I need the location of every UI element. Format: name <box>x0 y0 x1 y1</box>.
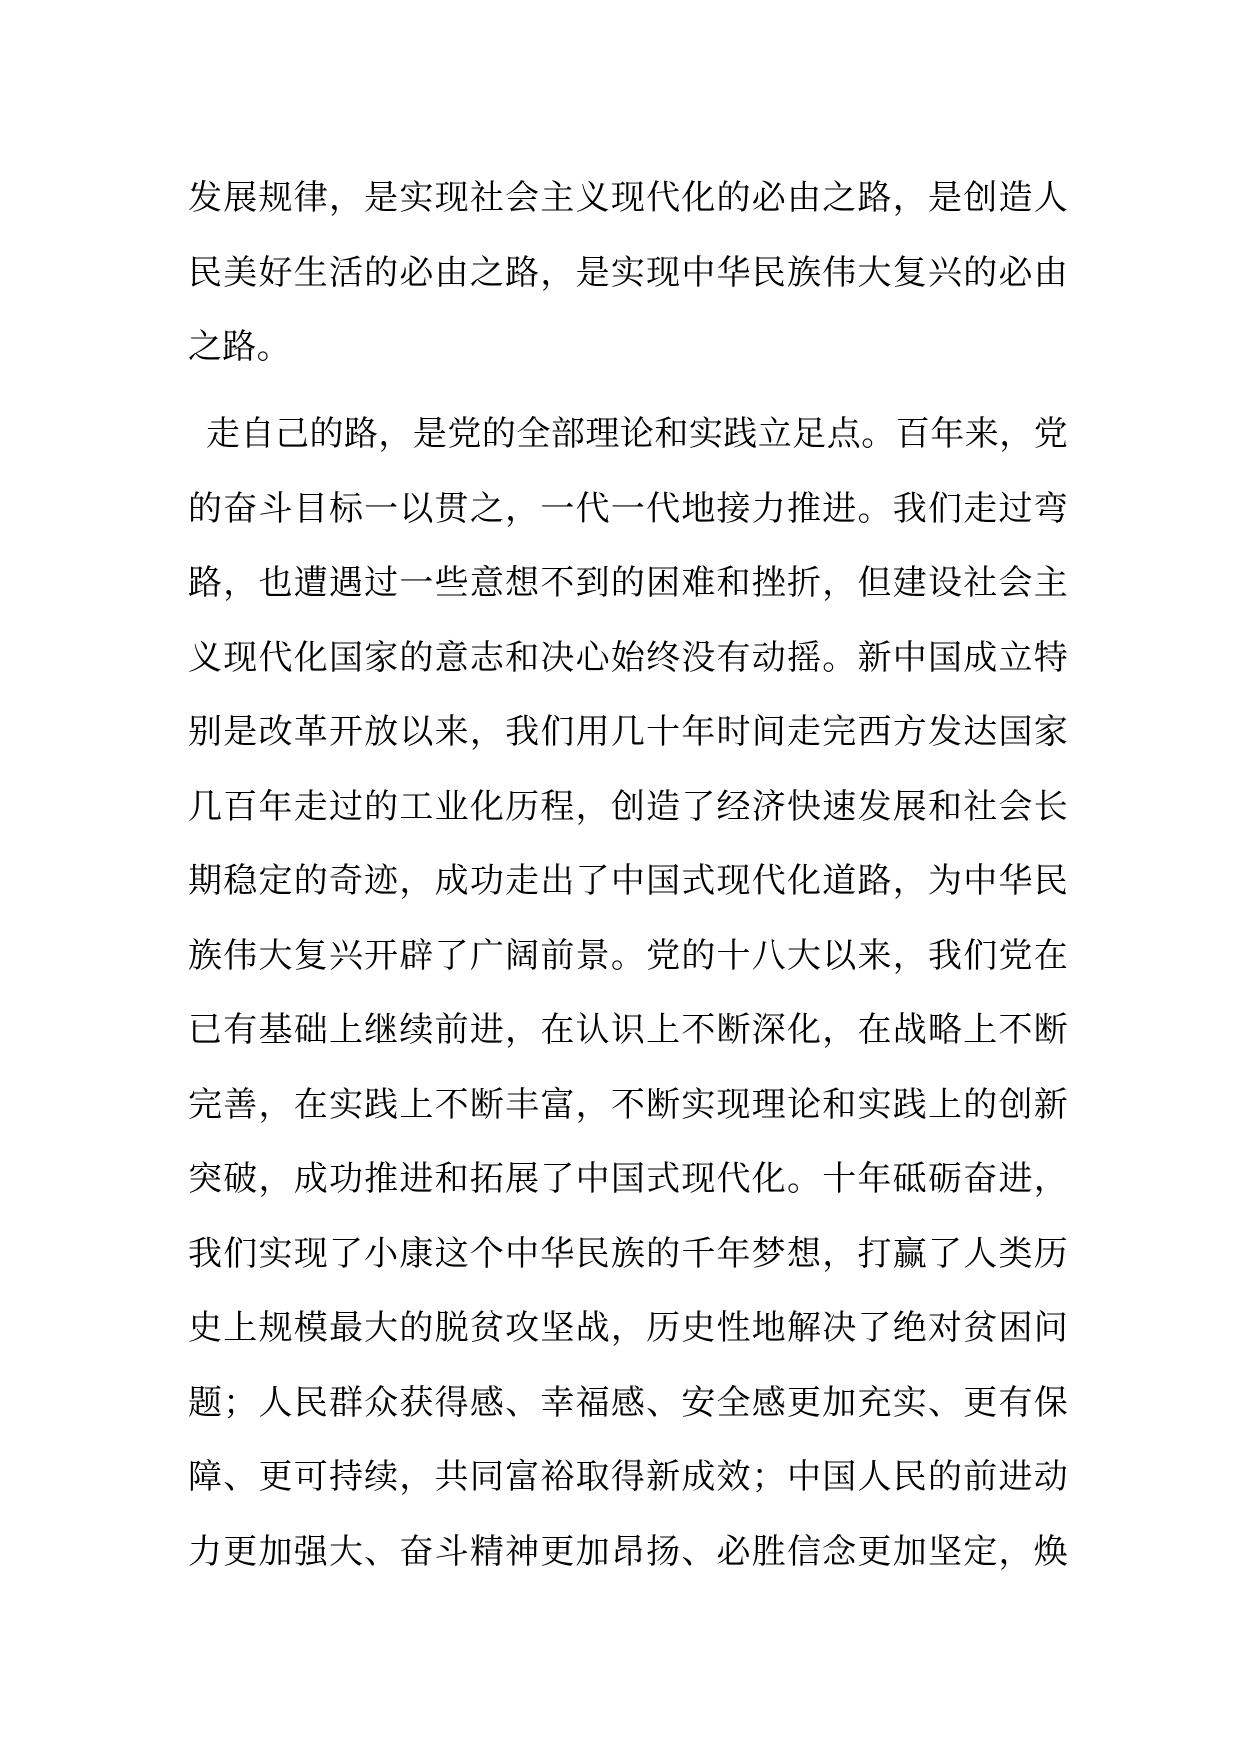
text-line: 我们实现了小康这个中华民族的千年梦想，打赢了人类历 <box>188 1233 1068 1274</box>
paragraph-1 <box>188 161 1068 385</box>
text-line: 突破，成功推进和拓展了中国式现代化。十年砥砺奋进， <box>188 1159 1068 1199</box>
text-line: 义现代化国家的意志和决心始终没有动摇。新中国成立特 <box>188 637 1068 678</box>
text-line: 史上规模最大的脱贫攻坚战，历史性地解决了绝对贫困问 <box>188 1308 1068 1348</box>
text-line: 的奋斗目标一以贯之，一代一代地接力推进。我们走过弯 <box>188 488 1068 529</box>
text-line: 路，也遭遇过一些意想不到的困难和挫折，但建设社会主 <box>188 563 1068 603</box>
text-line: 完善，在实践上不断丰富，不断实现理论和实践上的创新 <box>188 1084 1068 1125</box>
text-line: 题；人民群众获得感、幸福感、安全感更加充实、更有保 <box>188 1382 1068 1423</box>
text-line: 障、更可持续，共同富裕取得新成效；中国人民的前进动 <box>188 1457 1068 1497</box>
text-line: 期稳定的奇迹，成功走出了中国式现代化道路，为中华民 <box>188 861 1068 901</box>
text-line: 别是改革开放以来，我们用几十年时间走完西方发达国家 <box>188 712 1068 752</box>
text-line: 走自己的路，是党的全部理论和实践立足点。百年来，党 <box>206 414 1068 454</box>
text-line: 之路。 <box>188 327 291 367</box>
text-line: 力更加强大、奋斗精神更加昂扬、必胜信念更加坚定，焕 <box>188 1531 1068 1572</box>
text-line: 族伟大复兴开辟了广阔前景。党的十八大以来，我们党在 <box>188 935 1068 976</box>
text-line <box>188 1589 1068 1664</box>
text-line: 几百年走过的工业化历程，创造了经济快速发展和社会长 <box>188 786 1068 827</box>
text-line: 民美好生活的必由之路，是实现中华民族伟大复兴的必由 <box>188 252 1068 293</box>
text-line: 已有基础上继续前进，在认识上不断深化，在战略上不断 <box>188 1010 1068 1050</box>
text-line: 发展规律，是实现社会主义现代化的必由之路，是创造人 <box>188 178 1068 218</box>
paragraph-2 <box>188 397 1068 1664</box>
